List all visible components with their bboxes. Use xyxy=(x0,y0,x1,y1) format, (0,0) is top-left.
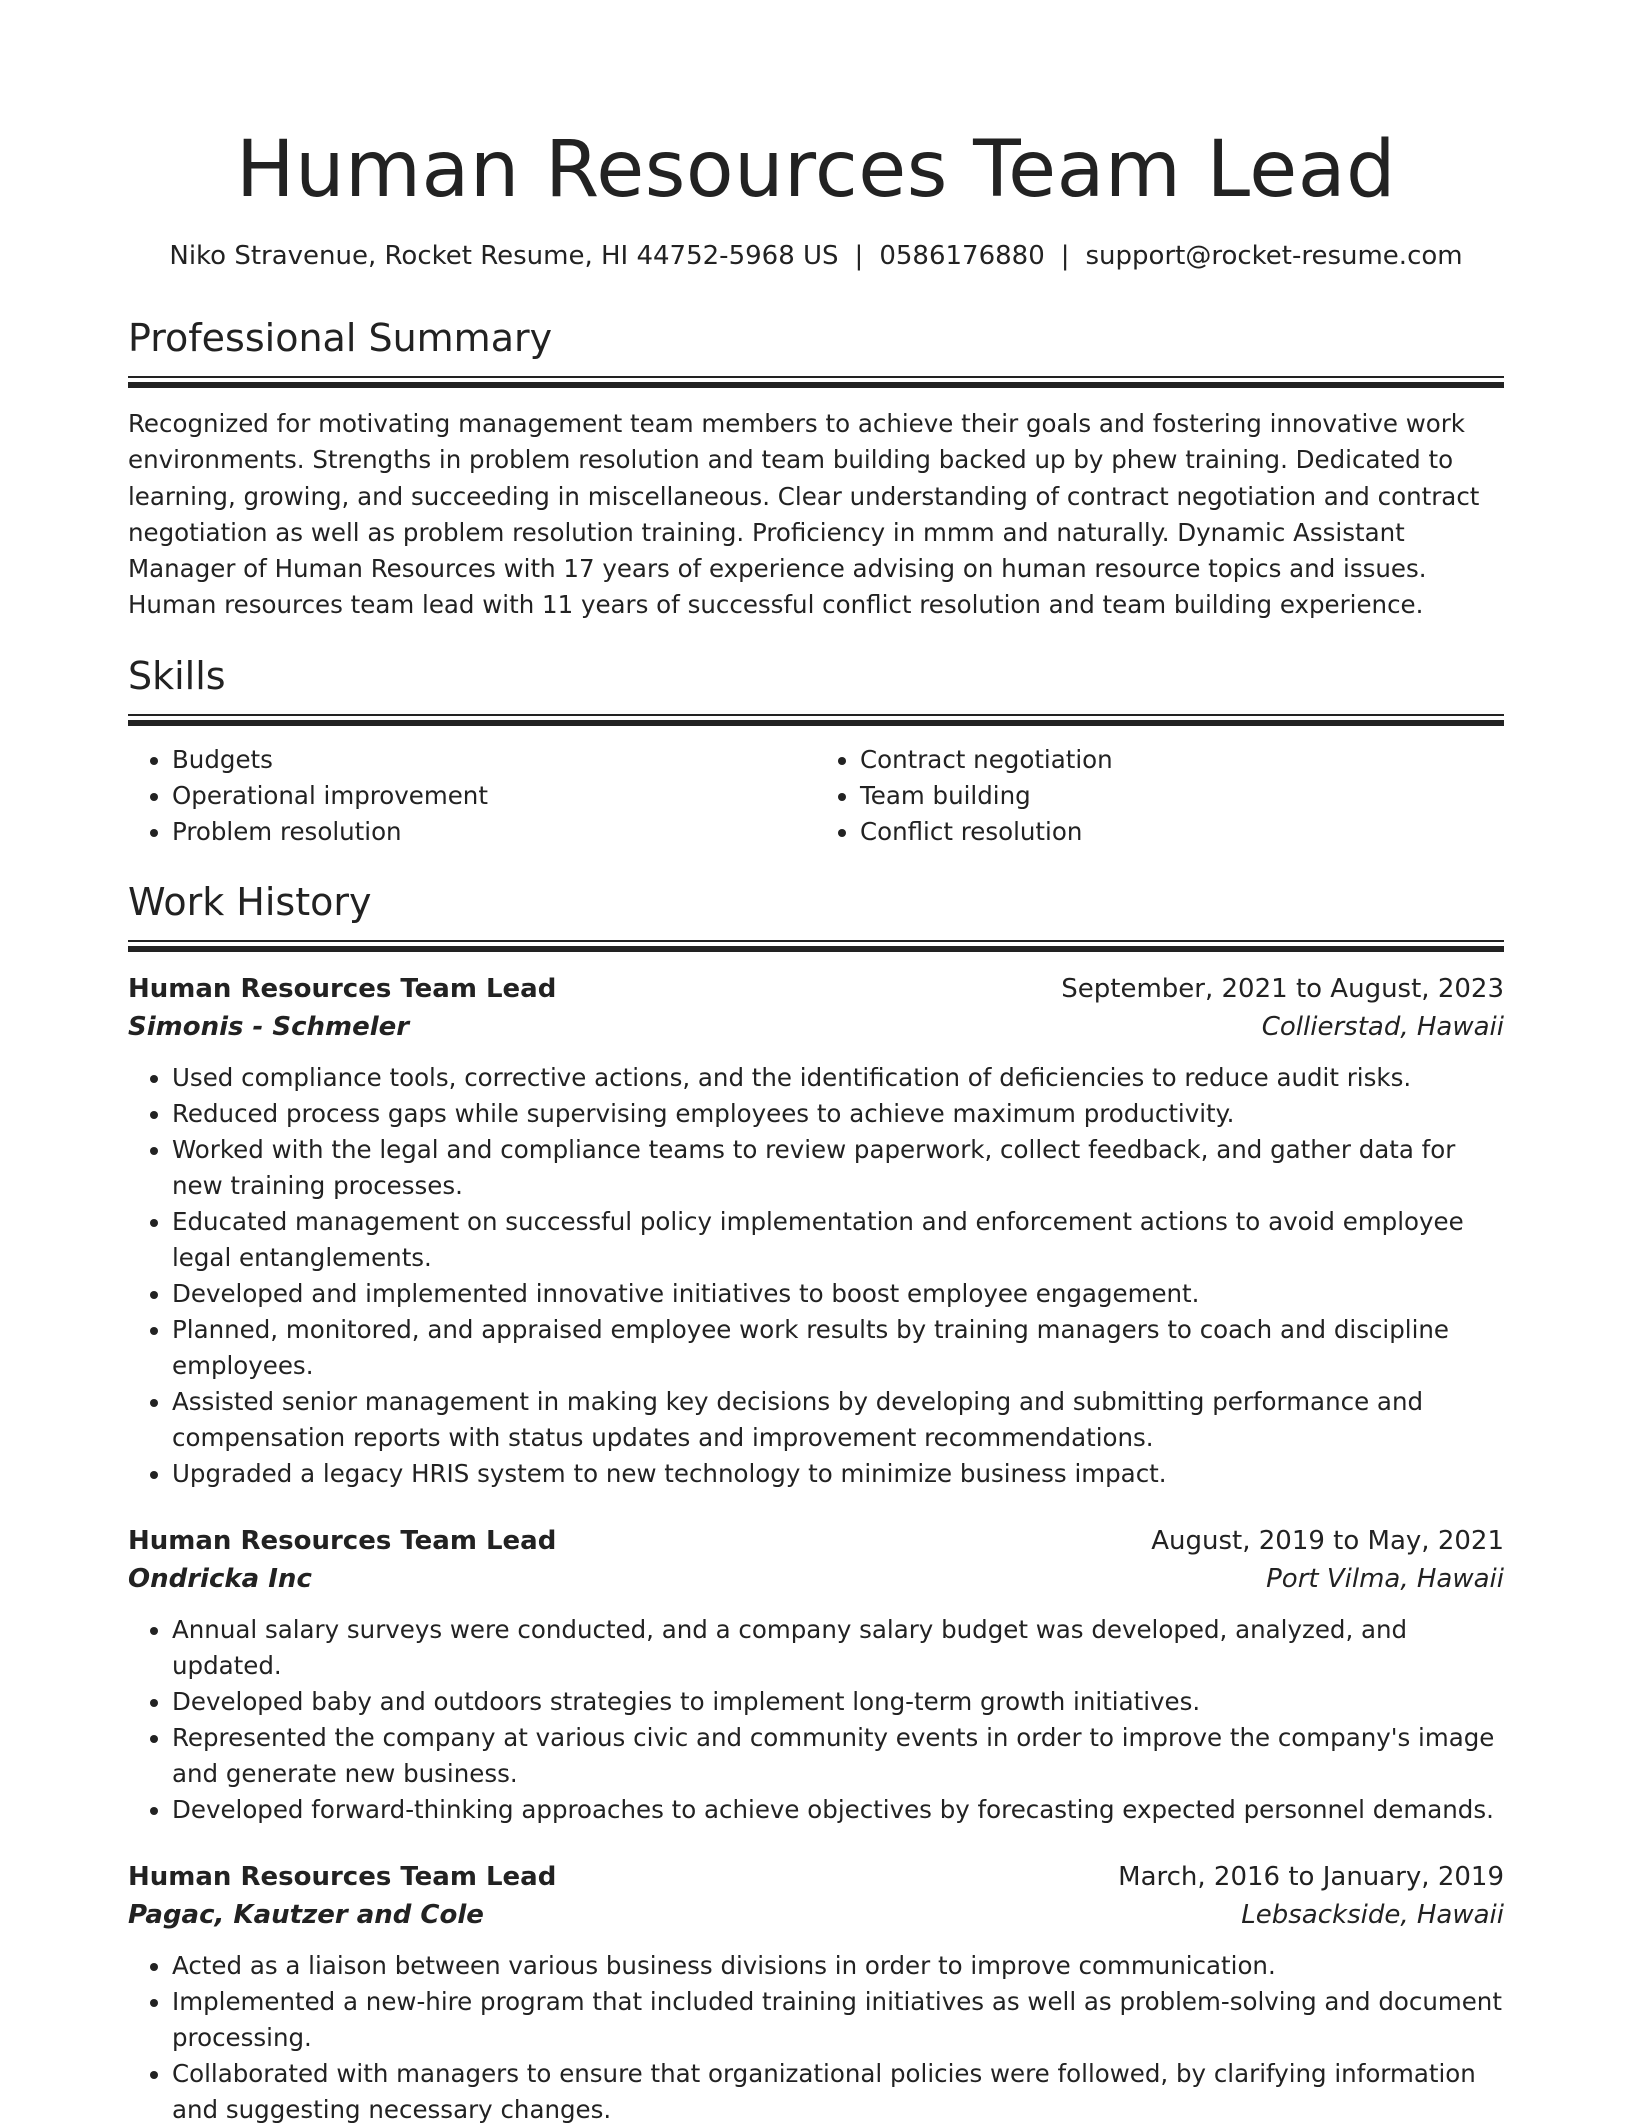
section-divider xyxy=(128,940,1504,952)
skills-section xyxy=(128,652,1504,850)
job-bullet: • Represented the company at various civic and community events in order to improve the company's image and generate new business. xyxy=(172,1720,1504,1792)
job-location: Lebsackside, Hawaii xyxy=(1241,1899,1504,1930)
job-bullet: • Developed forward-thinking approaches to achieve objectives by forecasting expected personnel demands. xyxy=(172,1792,1504,1828)
skill-item: • Operational improvement xyxy=(172,778,816,814)
job-bullet: • Used compliance tools, corrective actions, and the identification of deficiencies to reduce audit risks. xyxy=(172,1060,1504,1096)
job-company-row xyxy=(128,1560,1504,1598)
section-divider xyxy=(128,714,1504,726)
skills-list-left xyxy=(128,742,816,850)
contact-email[interactable]: support@rocket-resume.com xyxy=(1085,241,1463,271)
job-bullets xyxy=(128,1612,1504,1828)
job-title: Human Resources Team Lead xyxy=(128,973,557,1004)
skill-item: • Problem resolution xyxy=(172,814,816,850)
skill-item: • Team building xyxy=(860,778,1504,814)
contact-line xyxy=(128,238,1504,274)
job-company: Ondricka Inc xyxy=(128,1563,312,1594)
job-bullet: • Implemented a new-hire program that included training initiatives as well as problem-solving and document processing. xyxy=(172,1984,1504,2056)
section-title-work-history: Work History xyxy=(128,879,372,924)
job-bullet: • Collaborated with managers to ensure that organizational policies were followed, by clarifying information and suggesting necessary changes. xyxy=(172,2056,1504,2128)
contact-separator: | xyxy=(854,241,864,271)
resume-page xyxy=(128,0,1504,2128)
job-header-row xyxy=(128,1858,1504,1896)
job-location: Collierstad, Hawaii xyxy=(1261,1011,1504,1042)
skills-grid xyxy=(128,742,1504,850)
job-company-row xyxy=(128,1896,1504,1934)
job-header-row xyxy=(128,1522,1504,1560)
skills-list-right xyxy=(816,742,1504,850)
section-divider xyxy=(128,376,1504,388)
job-bullet: • Assisted senior management in making key decisions by developing and submitting performance and compensation reports with status updates and improvement recommendations. xyxy=(172,1384,1504,1456)
job-company-row xyxy=(128,1008,1504,1046)
contact-separator: | xyxy=(1060,241,1070,271)
skill-item: • Contract negotiation xyxy=(860,742,1504,778)
summary-text: Recognized for motivating management team members to achieve their goals and fostering innovative work environments. Strengths in problem resolution and team building backed up by phew training. Dedicated to learning, growing, and succeeding in miscellaneous. Clear understanding of contract negotiation and contract negotiation as well as problem resolution training. Proficiency in mmm and naturally. Dynamic Assistant Manager of Human Resources with 17 years of experience advising on human resource topics and issues. Human resources team lead with 11 years of successful conflict resolution and team building experience. xyxy=(128,409,1480,620)
summary-section xyxy=(128,314,1504,624)
job-bullets xyxy=(128,1060,1504,1492)
job-company: Simonis - Schmeler xyxy=(128,1011,410,1042)
job-bullet: • Acted as a liaison between various business divisions in order to improve communication. xyxy=(172,1948,1504,1984)
job-bullets xyxy=(128,1948,1504,2128)
resume-title: Human Resources Team Lead xyxy=(235,125,1397,215)
job-bullet: • Upgraded a legacy HRIS system to new technology to minimize business impact. xyxy=(172,1456,1504,1492)
job-header-row xyxy=(128,970,1504,1008)
section-title-skills: Skills xyxy=(128,653,226,698)
job-title: Human Resources Team Lead xyxy=(128,1861,557,1892)
section-title-summary: Professional Summary xyxy=(128,316,553,360)
job-company: Pagac, Kautzer and Cole xyxy=(128,1899,484,1930)
job-location: Port Vilma, Hawaii xyxy=(1266,1563,1504,1594)
job-entry xyxy=(128,1522,1504,1828)
job-bullet: • Planned, monitored, and appraised employee work results by training managers to coach and discipline employees. xyxy=(172,1312,1504,1384)
job-dates: August, 2019 to May, 2021 xyxy=(1151,1525,1504,1556)
job-bullet: • Annual salary surveys were conducted, and a company salary budget was developed, analyzed, and updated. xyxy=(172,1612,1504,1684)
job-bullet: • Educated management on successful policy implementation and enforcement actions to avoid employee legal entanglements. xyxy=(172,1204,1504,1276)
contact-address: Niko Stravenue, Rocket Resume, HI 44752-5968 US xyxy=(169,241,839,271)
job-dates: March, 2016 to January, 2019 xyxy=(1118,1861,1504,1892)
skill-item: • Budgets xyxy=(172,742,816,778)
job-entry xyxy=(128,970,1504,1492)
job-bullet: • Worked with the legal and compliance teams to review paperwork, collect feedback, and gather data for new training processes. xyxy=(172,1132,1504,1204)
skill-item: • Conflict resolution xyxy=(860,814,1504,850)
job-dates: September, 2021 to August, 2023 xyxy=(1061,973,1504,1004)
job-title: Human Resources Team Lead xyxy=(128,1525,557,1556)
job-bullet: • Reduced process gaps while supervising employees to achieve maximum productivity. xyxy=(172,1096,1504,1132)
work-history-section xyxy=(128,878,1504,2128)
job-entry xyxy=(128,1858,1504,2128)
job-bullet: • Developed baby and outdoors strategies to implement long-term growth initiatives. xyxy=(172,1684,1504,1720)
contact-phone: 0586176880 xyxy=(879,241,1045,271)
job-bullet: • Developed and implemented innovative initiatives to boost employee engagement. xyxy=(172,1276,1504,1312)
